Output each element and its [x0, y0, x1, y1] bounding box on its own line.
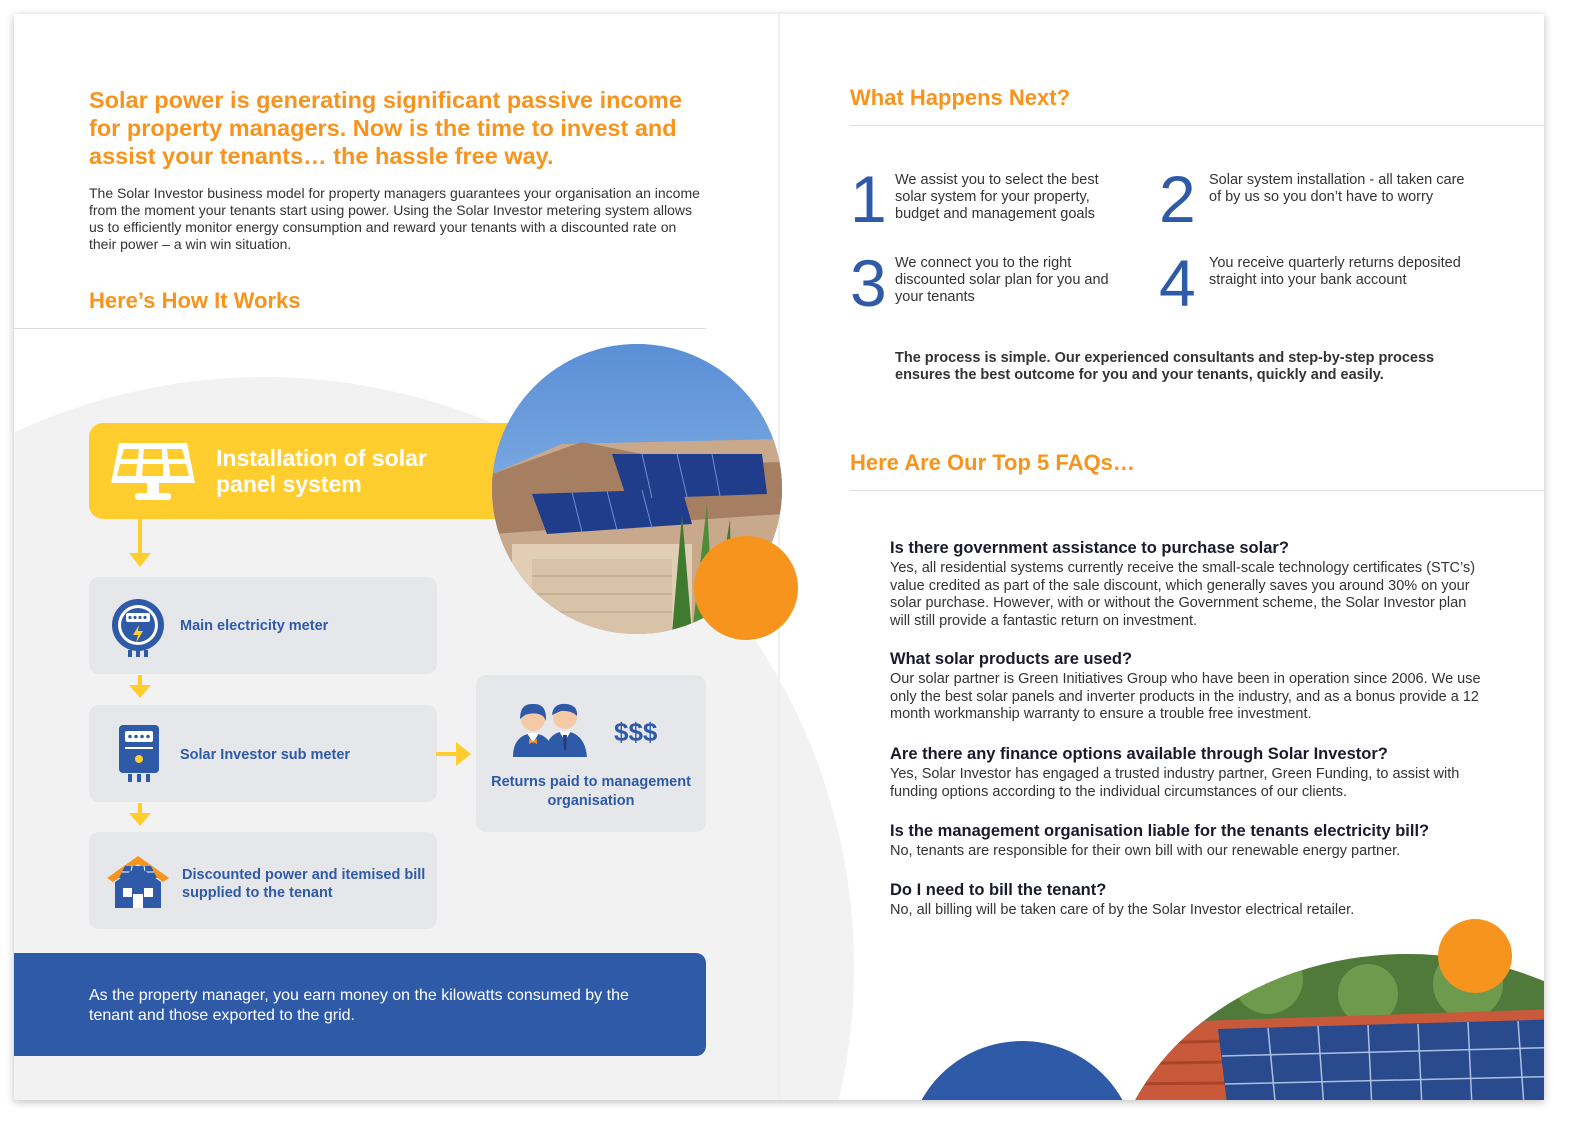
faq-item	[890, 744, 1490, 801]
sub-meter-box	[89, 705, 437, 802]
brochure-spread	[14, 14, 1544, 1100]
what-happens-next-title: What Happens Next?	[850, 85, 1071, 110]
faq-question: Do I need to bill the tenant?	[890, 881, 1107, 899]
footer-text: As the property manager, you earn money on the kilowatts consumed by the tenant and those exported to the grid.	[89, 987, 629, 1024]
main-meter-box	[89, 577, 437, 674]
faq-question: Is the management organisation liable for the tenants electricity bill?	[890, 822, 1430, 840]
sub-meter-icon	[117, 725, 161, 783]
step-text: We assist you to select the best solar system for your property, budget and management goals	[895, 172, 1099, 222]
discounted-power-box	[89, 832, 437, 929]
step-number: 4	[1159, 246, 1196, 320]
returns-box	[476, 675, 706, 832]
arrow-down-icon	[129, 675, 151, 699]
divider	[14, 328, 706, 329]
divider	[850, 125, 1544, 126]
step-number: 3	[850, 246, 887, 320]
faq-question: Are there any finance options available through Solar Investor?	[890, 745, 1388, 763]
faq-answer: Our solar partner is Green Initiatives Group who have been in operation since 2006. We use only the best solar panels and inverter products in the industry, and as a bonus provide a 12 month workmanship warranty to ensure a trouble free investment.	[890, 671, 1481, 722]
step-text: Solar system installation - all taken care of by us so you don’t have to worry	[1209, 172, 1465, 205]
faq-answer: Yes, Solar Investor has engaged a trusted industry partner, Green Funding, to assist with funding options according to the individual circumstances of our clients.	[890, 766, 1460, 800]
step-text: We connect you to the right discounted solar plan for you and your tenants	[895, 255, 1109, 305]
faq-item	[890, 649, 1490, 724]
installation-banner	[89, 423, 529, 519]
dollars-label: $$$	[614, 717, 658, 747]
process-summary: The process is simple. Our experienced consultants and step-by-step process ensures the best outcome for you and your tenants, quickly and easily.	[895, 350, 1435, 383]
main-meter-label: Main electricity meter	[180, 618, 329, 634]
step-number: 1	[850, 162, 887, 236]
faq-answer: Yes, all residential systems currently receive the small-scale technology certificates (STC’s) value credited as part of the sale discount, which generally saves you around 30% on your solar purchase. However, with or without the Government scheme, the Solar Investor plan will still provide a fantastic return on investment.	[890, 560, 1476, 629]
faq-question: Is there government assistance to purchase solar?	[890, 539, 1289, 557]
step-number: 2	[1159, 162, 1196, 236]
decorative-blue-dome	[907, 1041, 1137, 1100]
footer-banner	[14, 953, 706, 1056]
discounted-power-label: Discounted power and itemised bill supplied to the tenant	[182, 867, 426, 901]
intro-paragraph: The Solar Investor business model for property managers guarantees your organisation an income from the moment your tenants start using power. Using the Solar Investor metering system allows us to efficiently monitor energy consumption and reward your tenants with a discounted rate on their power – a win win situation.	[89, 185, 700, 252]
decorative-orange-dot	[1438, 919, 1512, 993]
decorative-orange-dot	[694, 536, 798, 640]
faq-item	[890, 821, 1490, 861]
people-icon	[511, 701, 589, 757]
solar-panel-icon	[107, 439, 199, 503]
installation-label: Installation of solar panel system	[216, 445, 427, 497]
house-solar-icon	[105, 854, 171, 910]
sub-meter-label: Solar Investor sub meter	[180, 747, 351, 763]
faq-item	[890, 880, 1490, 920]
faq-title: Here Are Our Top 5 FAQs…	[850, 450, 1135, 475]
returns-label: Returns paid to management organisation	[491, 774, 691, 809]
arrow-down-icon	[129, 803, 151, 827]
divider	[850, 490, 1544, 491]
faq-question: What solar products are used?	[890, 650, 1133, 668]
step-text: You receive quarterly returns deposited straight into your bank account	[1209, 255, 1461, 288]
headline: Solar power is generating significant passive income for property managers. Now is the time to invest and assist your tenants… the hassle free way.	[89, 87, 682, 169]
electricity-meter-icon	[109, 597, 167, 659]
faq-item	[890, 538, 1490, 630]
how-it-works-title: Here’s How It Works	[89, 288, 301, 313]
arrow-down-icon	[129, 519, 151, 569]
faq-answer: No, tenants are responsible for their own bill with our renewable energy partner.	[890, 843, 1401, 859]
arrow-right-icon	[436, 740, 472, 768]
faq-answer: No, all billing will be taken care of by the Solar Investor electrical retailer.	[890, 902, 1355, 918]
